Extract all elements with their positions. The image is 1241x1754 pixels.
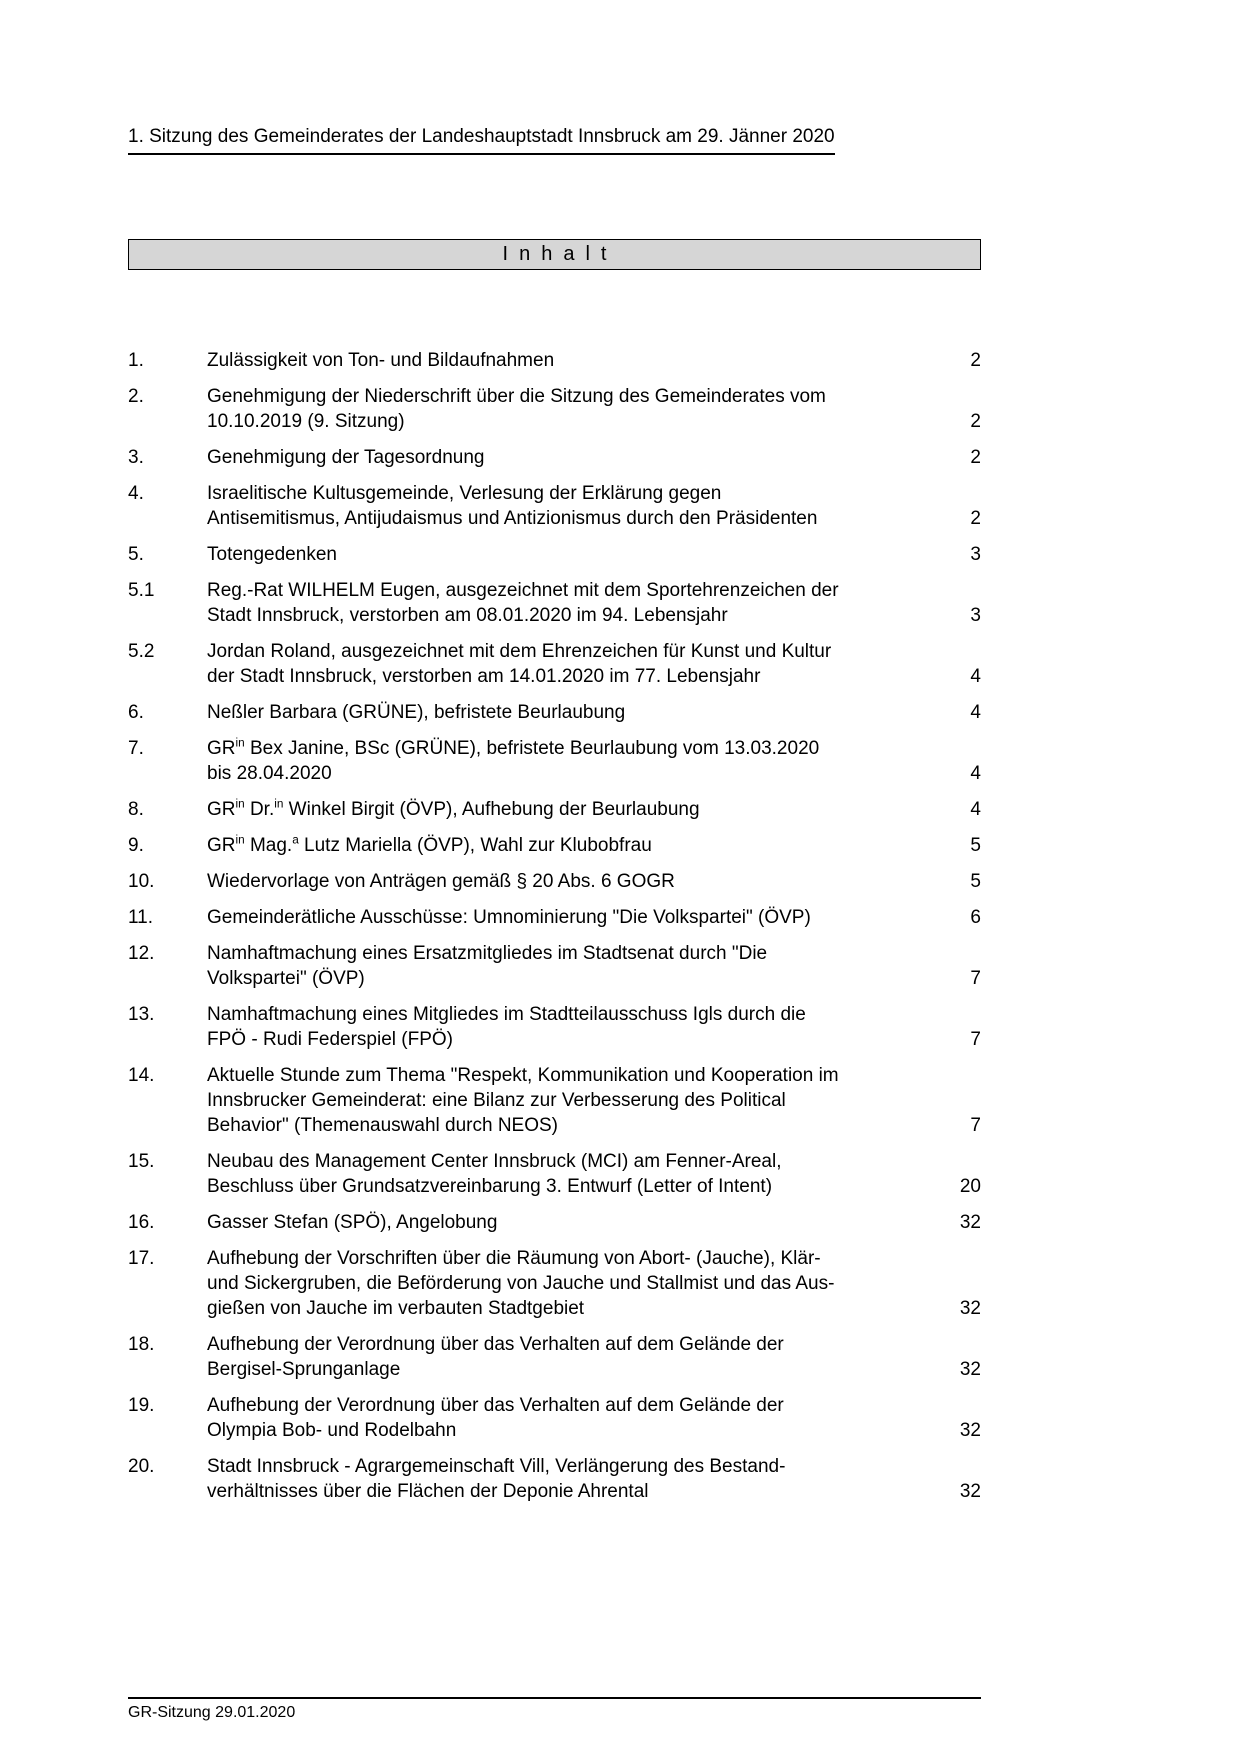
toc-item-number: 5.: [128, 544, 144, 565]
toc-item: [128, 833, 981, 858]
toc-item-page: 32: [959, 1420, 981, 1441]
toc-item-page: 20: [959, 1176, 981, 1197]
toc-item: [128, 481, 981, 531]
toc-item-text: Aufhebung der Verordnung über das Verhalten auf dem Gelände der Bergisel-Sprunganlage: [207, 1334, 784, 1380]
toc-item: [128, 1246, 981, 1321]
toc-item-number: 3.: [128, 447, 144, 468]
toc-item-text: Aufhebung der Verordnung über das Verhalten auf dem Gelände der Olympia Bob- und Rodelbahn: [207, 1395, 784, 1441]
toc-item-page: 32: [959, 1359, 981, 1380]
toc-item: [128, 445, 981, 470]
footer-text: GR-Sitzung 29.01.2020: [128, 1704, 296, 1721]
toc-item: [128, 905, 981, 930]
toc-item: [128, 348, 981, 373]
toc-item-text: Genehmigung der Niederschrift über die Sitzung des Gemeinderates vom 10.10.2019 (9. Sitzung): [207, 386, 826, 432]
toc-item: [128, 1002, 981, 1052]
toc-item-page: 5: [970, 835, 981, 856]
toc-item-number: 19.: [128, 1395, 155, 1416]
toc-item: [128, 639, 981, 689]
toc-item-number: 2.: [128, 386, 144, 407]
toc-item-number: 5.1: [128, 580, 155, 601]
toc-item-number: 6.: [128, 702, 144, 723]
toc-item-page: 32: [959, 1212, 981, 1233]
toc-item-text: Stadt Innsbruck - Agrargemeinschaft Vill, Verlängerung des Bestand- verhältnisses über die Flächen der Deponie Ahrental: [207, 1456, 786, 1502]
toc-item-text: $GR^{in}$ Bex Janine, BSc (GRÜNE), befristete Beurlaubung vom 13.03.2020 bis 28.04.2020: [207, 736, 820, 784]
toc-item-number: 13.: [128, 1004, 155, 1025]
toc-item-number: 14.: [128, 1065, 155, 1086]
toc-item-page: 7: [970, 968, 981, 989]
toc-item-text: Namhaftmachung eines Mitgliedes im Stadtteilausschuss Igls durch die FPÖ - Rudi Federspiel (FPÖ): [207, 1004, 806, 1050]
toc-item: [128, 1210, 981, 1235]
toc-item-page: 32: [959, 1481, 981, 1502]
toc-item-number: 10.: [128, 871, 155, 892]
inhalt-heading: [128, 239, 981, 270]
toc-item-number: 16.: [128, 1212, 155, 1233]
toc-item-text: Jordan Roland, ausgezeichnet mit dem Ehrenzeichen für Kunst und Kultur der Stadt Innsbruck, verstorben am 14.01.2020 im 77. Lebensjahr: [207, 641, 832, 687]
page-footer: [128, 1697, 981, 1722]
toc-item: [128, 941, 981, 991]
toc-item: [128, 578, 981, 628]
toc-item-page: 2: [970, 508, 981, 529]
toc-item: [128, 1454, 981, 1504]
toc-list: [128, 348, 981, 1515]
toc-item-text: Wiedervorlage von Anträgen gemäß § 20 Abs. 6 GOGR: [207, 871, 675, 892]
toc-item-text: Israelitische Kultusgemeinde, Verlesung der Erklärung gegen Antisemitismus, Antijudaismus und Antizionismus durch den Präsidenten: [207, 483, 818, 529]
page-header: [128, 124, 981, 155]
toc-item-page: 7: [970, 1115, 981, 1136]
toc-item-text: Namhaftmachung eines Ersatzmitgliedes im Stadtsenat durch "Die Volkspartei" (ÖVP): [207, 943, 768, 989]
toc-item-number: 20.: [128, 1456, 155, 1477]
toc-item: [128, 700, 981, 725]
toc-item-page: 4: [970, 666, 981, 687]
toc-item-page: 4: [970, 763, 981, 784]
toc-item-number: 12.: [128, 943, 155, 964]
toc-item-number: 18.: [128, 1334, 155, 1355]
toc-item-number: 1.: [128, 350, 144, 371]
toc-item: [128, 797, 981, 822]
toc-item-number: 5.2: [128, 641, 155, 662]
toc-item-number: 9.: [128, 835, 144, 856]
toc-item: [128, 1393, 981, 1443]
toc-item-text: $GR^{in}$ Mag.$^a$ Lutz Mariella (ÖVP), Wahl zur Klubobfrau: [207, 833, 652, 856]
toc-item-number: 8.: [128, 799, 144, 820]
toc-item-page: 6: [970, 907, 981, 928]
toc-item-text: Gasser Stefan (SPÖ), Angelobung: [207, 1212, 498, 1233]
toc-item-text: Aufhebung der Vorschriften über die Räumung von Abort- (Jauche), Klär- und Sickergruben, die Beförderung von Jauche und Stallmist und das Aus- gießen von Jauche im verbauten Stadtgebiet: [207, 1248, 835, 1319]
toc-item-number: 15.: [128, 1151, 155, 1172]
toc-item-page: 3: [970, 544, 981, 565]
toc-item-number: 11.: [128, 907, 154, 928]
toc-item-page: 5: [970, 871, 981, 892]
toc-item-text: Aktuelle Stunde zum Thema "Respekt, Kommunikation und Kooperation im Innsbrucker Gemeinderat: eine Bilanz zur Verbesserung des Political Behavior" (Themenauswahl durch NEOS): [207, 1065, 839, 1136]
toc-item-text: Totengedenken: [207, 544, 337, 565]
toc-item-text: Neubau des Management Center Innsbruck (MCI) am Fenner-Areal, Beschluss über Grundsatzvereinbarung 3. Entwurf (Letter of Intent): [207, 1151, 782, 1197]
toc-item-page: 2: [970, 447, 981, 468]
toc-item: [128, 384, 981, 434]
toc-item: [128, 1332, 981, 1382]
page-title: 1. Sitzung des Gemeinderates der Landeshauptstadt Innsbruck am 29. Jänner 2020: [128, 124, 835, 155]
toc-item-text: Reg.-Rat WILHELM Eugen, ausgezeichnet mit dem Sportehrenzeichen der Stadt Innsbruck, verstorben am 08.01.2020 im 94. Lebensjahr: [207, 580, 839, 626]
toc-item-number: 17.: [128, 1248, 155, 1269]
toc-item: [128, 869, 981, 894]
toc-item: [128, 542, 981, 567]
toc-item-page: 4: [970, 702, 981, 723]
toc-item-page: 2: [970, 411, 981, 432]
toc-item: [128, 1063, 981, 1138]
toc-item-text: Genehmigung der Tagesordnung: [207, 447, 485, 468]
toc-item-page: 2: [970, 350, 981, 371]
toc-item-number: 7.: [128, 738, 144, 759]
toc-item-number: 4.: [128, 483, 144, 504]
toc-item-page: 32: [959, 1298, 981, 1319]
toc-item-page: 3: [970, 605, 981, 626]
toc-item-text: Zulässigkeit von Ton- und Bildaufnahmen: [207, 350, 555, 371]
toc-item-page: 4: [970, 799, 981, 820]
toc-item-text: Neßler Barbara (GRÜNE), befristete Beurlaubung: [207, 702, 626, 723]
inhalt-label: Inhalt: [502, 243, 618, 265]
toc-item: [128, 736, 981, 786]
toc-item-text: Gemeinderätliche Ausschüsse: Umnominierung "Die Volkspartei" (ÖVP): [207, 907, 811, 928]
toc-item: [128, 1149, 981, 1199]
toc-item-page: 7: [970, 1029, 981, 1050]
toc-item-text: $GR^{in}$ Dr.$^{in}$ Winkel Birgit (ÖVP), Aufhebung der Beurlaubung: [207, 797, 700, 820]
